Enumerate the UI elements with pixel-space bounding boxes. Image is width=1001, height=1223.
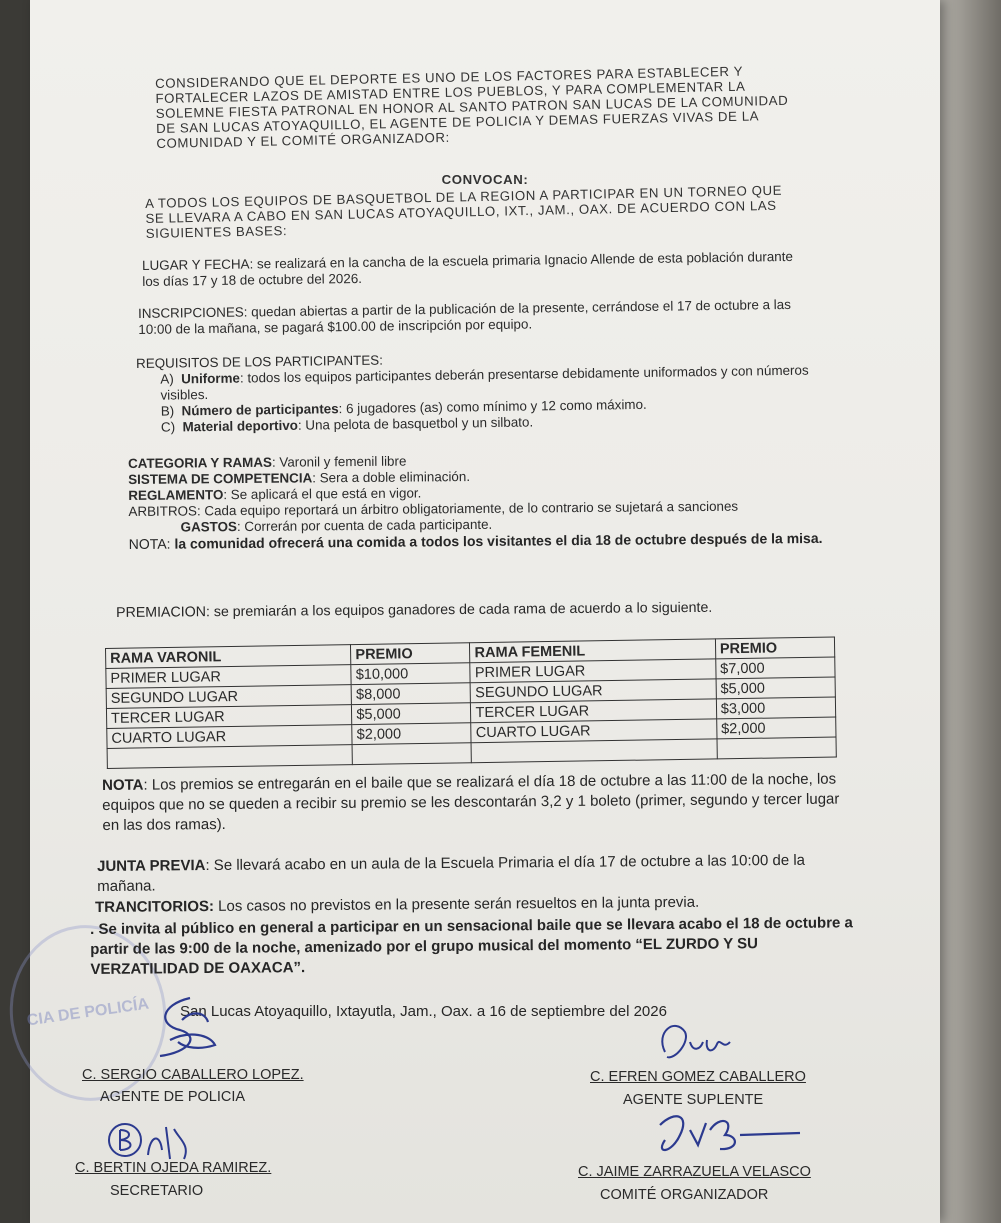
nota-premios: NOTA: Los premios se entregarán en el baile que se realizará el día 18 de octubre a las 11:00 de la noche, los equipos que no se queden a recibir su premio se les descontarán 3,2 y 1 boleto (primer, segundo y tercer lugar en las dos ramas).: [102, 770, 840, 834]
sistema-line: SISTEMA DE COMPETENCIA: Sera a doble eliminación.: [128, 469, 471, 487]
requisito-c: C) Material deportivo: Una pelota de basquetbol y un silbato.: [160, 414, 534, 435]
premiacion-line: PREMIACION: se premiarán a los equipos ganadores de cada rama de acuerdo a lo siguiente.: [116, 599, 713, 621]
inscripciones-paragraph: INSCRIPCIONES: quedan abiertas a partir de la publicación de la presente, cerrándose el 17 de octubre a las 10:00 de la mañana, se pagará $100.00 de inscripción por equipo.: [138, 296, 791, 337]
prize-table: [105, 637, 837, 769]
nota-comida: NOTA: la comunidad ofrecerá una comida a todos los visitantes el dia 18 de octubre después de la misa.: [128, 529, 823, 552]
signature-gomez-caballero: [645, 1012, 745, 1072]
signatory-name-2: C. EFREN GOMEZ CABALLERO: [590, 1069, 806, 1085]
prize-table-cell: [472, 739, 718, 763]
signature-caballero-lopez: [130, 990, 240, 1065]
junta-previa: JUNTA PREVIA: Se llevará acabo en un aula de la Escuela Primaria el día 17 de octubre a las 10:00 de la mañana.: [97, 851, 806, 895]
prize-table-cell: RAMA FEMENIL: [470, 639, 716, 663]
signature-zarrazuela-velasco: [620, 1105, 810, 1165]
prize-table-cell: [717, 737, 836, 759]
prize-table-cell: SEGUNDO LUGAR: [471, 679, 717, 703]
prize-table-cell: [352, 743, 471, 765]
prize-table-cell: TERCER LUGAR: [106, 705, 352, 729]
prize-table-cell: CUARTO LUGAR: [471, 719, 717, 743]
signatory-name-1: C. SERGIO CABALLERO LOPEZ.: [82, 1067, 304, 1083]
requisitos-section: [136, 346, 827, 436]
lugar-fecha-paragraph: LUGAR Y FECHA: se realizará en la cancha de la escuela primaria Ignacio Allende de esta población durante los días 17 y 18 de octubre del 2026.: [142, 248, 793, 289]
prize-table-cell: $5,000: [352, 703, 471, 725]
lugar-fecha-firma: San Lucas Atoyaquillo, Ixtayutla, Jam., Oax. a 16 de septiembre del 2026: [180, 1003, 667, 1020]
reglamento-line: REGLAMENTO: Se aplicará el que está en vigor.: [128, 485, 422, 503]
invitation-paragraph: A TODOS LOS EQUIPOS DE BASQUETBOL DE LA REGION A PARTICIPAR EN UN TORNEO QUE SE LLEVARA A CABO EN SAN LUCAS ATOYAQUILLO, IXT., JAM., OAX. DE ACUERDO CON LAS SIGUIENTES BASES:: [145, 182, 783, 241]
prize-table-cell: PRIMER LUGAR: [470, 659, 716, 683]
prize-table-cell: $10,000: [351, 663, 470, 685]
requisitos-title: REQUISITOS DE LOS PARTICIPANTES:: [136, 352, 383, 371]
prize-table-cell: PRIMER LUGAR: [106, 665, 352, 689]
police-stamp: CIA DE POLICÍA: [0, 915, 177, 1111]
document-page: [25, 0, 940, 1223]
prize-table-cell: RAMA VARONIL: [106, 645, 352, 669]
signatory-role-3: SECRETARIO: [110, 1183, 204, 1199]
prize-table-cell: $7,000: [716, 657, 835, 679]
intro-paragraph: CONSIDERANDO QUE EL DEPORTE ES UNO DE LOS FACTORES PARA ESTABLECER Y FORTALECER LAZOS DE AMISTAD ENTRE LOS PUEBLOS, Y PARA COMPLEMENTAR LA SOLEMNE FIESTA PATRONAL EN HONOR AL SANTO PATRON SAN LUCAS DE LA COMUNIDAD DE SAN LUCAS ATOYAQUILLO, EL AGENTE DE POLICIA Y DEMAS FUERZAS VIVAS DE LA COMUNIDAD Y EL COMITÉ ORGANIZADOR:: [155, 63, 789, 151]
signatory-role-1: AGENTE DE POLICIA: [100, 1089, 246, 1105]
prize-table-cell: TERCER LUGAR: [471, 699, 717, 723]
prize-table-cell: $2,000: [717, 717, 836, 739]
categoria-line: CATEGORIA Y RAMAS: Varonil y femenil libre: [128, 453, 407, 471]
baile-invitation: . Se invita al público en general a participar en un sensacional baile que se llevara acabo el 18 de octubre a partir de las 9:00 de la noche, amenizado por el grupo musical del momento “EL ZURDO Y SU VERZATILIDAD DE OAXACA”.: [90, 914, 853, 978]
requisito-a: A) Uniforme: todos los equipos participantes deberán presentarse debidamente uniformados y con números visibles.: [160, 362, 809, 403]
prize-table-cell: $3,000: [716, 697, 835, 719]
gastos-line: GASTOS: Correrán por cuenta de cada participante.: [180, 516, 493, 535]
prize-table-cell: CUARTO LUGAR: [107, 725, 353, 749]
trancitorios: TRANCITORIOS: Los casos no previstos en la presente serán resueltos en la junta previa.: [95, 893, 700, 916]
prize-table-cell: PREMIO: [351, 643, 470, 665]
signatory-name-4: C. JAIME ZARRAZUELA VELASCO: [578, 1164, 811, 1180]
prize-table-cell: PREMIO: [715, 637, 834, 659]
convocan-heading: CONVOCAN:: [441, 172, 529, 187]
signatory-name-3: C. BERTIN OJEDA RAMIREZ.: [75, 1160, 272, 1176]
prize-table-cell: $2,000: [352, 723, 471, 745]
signatory-role-2: AGENTE SUPLENTE: [623, 1092, 764, 1108]
bases-section: [128, 450, 829, 553]
prize-table-cell: $5,000: [716, 677, 835, 699]
signatory-role-4: COMITÉ ORGANIZADOR: [600, 1187, 769, 1203]
requisito-b: B) Número de participantes: 6 jugadores (as) como mínimo y 12 como máximo.: [160, 396, 647, 419]
prize-table-cell: $8,000: [351, 683, 470, 705]
prize-table-cell: [107, 745, 353, 769]
arbitros-line: ARBITROS: Cada equipo reportará un árbitro obligatoriamente, de lo contrario se sujetará a sanciones: [128, 498, 739, 519]
prize-table-cell: SEGUNDO LUGAR: [106, 685, 352, 709]
